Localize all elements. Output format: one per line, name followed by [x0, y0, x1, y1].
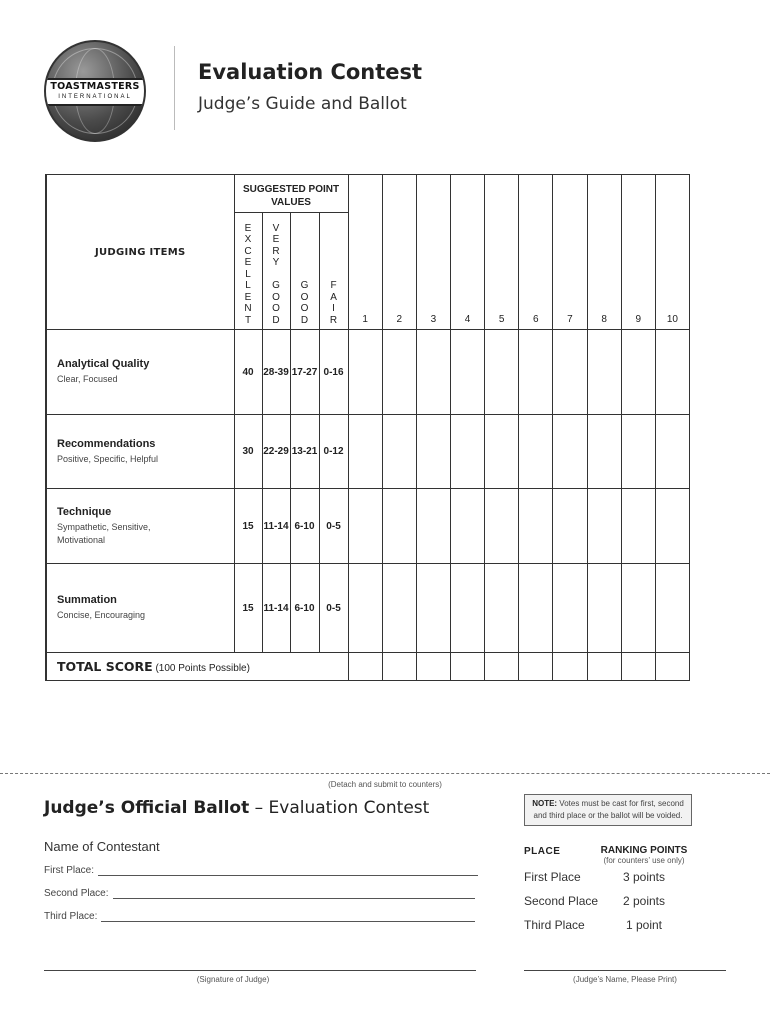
table-row [46, 489, 690, 564]
score-cell[interactable] [416, 564, 450, 653]
rank-points-third: 1 point [625, 918, 663, 932]
detach-instruction: (Detach and submit to counters) [328, 780, 442, 789]
item-description: Positive, Specific, Helpful [57, 453, 159, 464]
score-cell[interactable] [382, 415, 416, 489]
first-place-label: First Place: [44, 865, 95, 876]
score-cell[interactable] [450, 330, 484, 415]
item-name: Recommendations [57, 437, 156, 450]
judge-name-label: (Judge’s Name, Please Print) [573, 975, 677, 984]
logo-banner [44, 78, 146, 106]
note-label: NOTE: [532, 799, 558, 808]
contestant-column-9: 9 [621, 175, 655, 330]
score-cell[interactable] [485, 564, 519, 653]
contestant-column-8: 8 [587, 175, 621, 330]
points-very-good: 11-14 [262, 564, 290, 653]
score-cell[interactable] [450, 564, 484, 653]
score-cell[interactable] [416, 330, 450, 415]
score-cell[interactable] [553, 330, 587, 415]
ballot-title-bold: Judge’s Official Ballot [44, 798, 250, 818]
table-row [46, 330, 690, 415]
judging-items-header: JUDGING ITEMS [46, 175, 234, 330]
score-cell[interactable] [416, 415, 450, 489]
rank-place-third: Third Place [524, 918, 585, 932]
score-cell[interactable] [382, 489, 416, 564]
total-cell[interactable] [621, 653, 655, 681]
page-subtitle: Judge’s Guide and Ballot [198, 94, 407, 114]
score-cell[interactable] [621, 415, 655, 489]
contestant-column-7: 7 [553, 175, 587, 330]
score-cell[interactable] [519, 330, 553, 415]
points-very-good: 28-39 [262, 330, 290, 415]
score-cell[interactable] [587, 489, 621, 564]
first-place-entry [44, 865, 478, 876]
logo-text: TOASTMASTERS [50, 81, 140, 92]
total-cell[interactable] [382, 653, 416, 681]
ballot-title [44, 798, 429, 818]
points-excellent: 30 [234, 415, 262, 489]
table-row [46, 564, 690, 653]
total-score-label [46, 653, 348, 681]
score-cell[interactable] [382, 564, 416, 653]
points-good: 6-10 [290, 564, 319, 653]
excellent-column-header: E X C E L L E N T [234, 213, 262, 330]
score-cell[interactable] [348, 564, 382, 653]
points-very-good: 22-29 [262, 415, 290, 489]
score-cell[interactable] [485, 489, 519, 564]
item-description: Concise, Encouraging [57, 610, 146, 620]
total-cell[interactable] [655, 653, 689, 681]
score-cell[interactable] [621, 489, 655, 564]
points-excellent: 15 [234, 564, 262, 653]
score-cell[interactable] [553, 415, 587, 489]
place-column-header: PLACE [524, 846, 561, 857]
ballot-title-rest: – Evaluation Contest [249, 798, 430, 818]
score-cell[interactable] [587, 330, 621, 415]
score-cell[interactable] [348, 330, 382, 415]
third-place-field[interactable] [101, 911, 475, 922]
item-name: Summation [57, 594, 117, 606]
very-good-column-header: V E R Y G O O D [262, 213, 290, 330]
judging-item [46, 489, 234, 564]
third-place-entry [44, 911, 475, 922]
score-cell[interactable] [655, 564, 689, 653]
score-cell[interactable] [587, 415, 621, 489]
note-text: Votes must be cast for first, second and third place or the ballot will be voided. [533, 799, 684, 820]
total-cell[interactable] [348, 653, 382, 681]
score-cell[interactable] [485, 330, 519, 415]
points-fair: 0-5 [319, 564, 348, 653]
judging-item [46, 564, 234, 653]
second-place-entry [44, 888, 475, 899]
item-name: Technique [57, 505, 112, 518]
score-cell[interactable] [519, 489, 553, 564]
toastmasters-logo [44, 40, 146, 142]
points-excellent: 40 [234, 330, 262, 415]
score-cell[interactable] [348, 489, 382, 564]
table-header-row-1 [46, 175, 690, 213]
points-excellent: 15 [234, 489, 262, 564]
contestant-column-5: 5 [485, 175, 519, 330]
score-cell[interactable] [587, 564, 621, 653]
item-description: Clear, Focused [57, 374, 118, 384]
second-place-field[interactable] [113, 888, 475, 899]
score-cell[interactable] [553, 564, 587, 653]
name-of-contestant-heading: Name of Contestant [44, 839, 160, 854]
contestant-column-3: 3 [416, 175, 450, 330]
score-cell[interactable] [621, 330, 655, 415]
score-cell[interactable] [655, 415, 689, 489]
rank-place-second: Second Place [524, 894, 599, 908]
judge-name-line[interactable] [524, 970, 726, 971]
score-cell[interactable] [450, 489, 484, 564]
points-good: 13-21 [290, 415, 319, 489]
second-place-label: Second Place: [44, 888, 109, 899]
score-cell[interactable] [382, 330, 416, 415]
contestant-column-10: 10 [655, 175, 689, 330]
signature-label: (Signature of Judge) [196, 975, 270, 984]
signature-line[interactable] [44, 970, 476, 971]
score-cell[interactable] [450, 415, 484, 489]
rank-place-first: First Place [524, 870, 581, 884]
points-fair: 0-5 [319, 489, 348, 564]
points-fair: 0-16 [319, 330, 348, 415]
points-good: 6-10 [290, 489, 319, 564]
judging-item [46, 415, 234, 489]
detach-dashed-line [0, 773, 770, 774]
total-cell[interactable] [553, 653, 587, 681]
contestant-column-4: 4 [450, 175, 484, 330]
suggested-point-values-header: SUGGESTED POINT VALUES [234, 175, 348, 213]
score-cell[interactable] [416, 489, 450, 564]
score-cell[interactable] [553, 489, 587, 564]
item-description: Sympathetic, Sensitive, Motivational [57, 521, 151, 545]
item-name: Analytical Quality [57, 358, 150, 370]
header-divider [174, 46, 175, 130]
score-cell[interactable] [519, 564, 553, 653]
ranking-points-header: RANKING POINTS [600, 845, 688, 856]
ranking-points-subheader: (for counters’ use only) [603, 856, 685, 865]
contestant-column-6: 6 [519, 175, 553, 330]
total-score-row [46, 653, 690, 681]
fair-column-header: F A I R [319, 213, 348, 330]
points-very-good: 11-14 [262, 489, 290, 564]
rank-points-second: 2 points [622, 894, 666, 908]
judging-table [45, 174, 690, 681]
note-box [524, 794, 692, 826]
good-column-header: G O O D [290, 213, 319, 330]
score-cell[interactable] [519, 415, 553, 489]
table-row [46, 415, 690, 489]
score-cell[interactable] [485, 415, 519, 489]
score-cell[interactable] [655, 489, 689, 564]
total-score-title: TOTAL SCORE [57, 659, 153, 674]
page-title: Evaluation Contest [198, 60, 423, 84]
rank-points-first: 3 points [622, 870, 666, 884]
third-place-label: Third Place: [44, 911, 98, 922]
total-cell[interactable] [519, 653, 553, 681]
total-cell[interactable] [416, 653, 450, 681]
total-cell[interactable] [485, 653, 519, 681]
points-good: 17-27 [290, 330, 319, 415]
total-cell[interactable] [587, 653, 621, 681]
contestant-column-2: 2 [382, 175, 416, 330]
logo-subtext: INTERNATIONAL [58, 94, 132, 100]
score-cell[interactable] [655, 330, 689, 415]
total-score-note: (100 Points Possible) [155, 663, 250, 674]
score-cell[interactable] [348, 415, 382, 489]
score-cell[interactable] [621, 564, 655, 653]
points-fair: 0-12 [319, 415, 348, 489]
total-cell[interactable] [450, 653, 484, 681]
first-place-field[interactable] [98, 865, 478, 876]
judging-item [46, 330, 234, 415]
contestant-column-1: 1 [348, 175, 382, 330]
